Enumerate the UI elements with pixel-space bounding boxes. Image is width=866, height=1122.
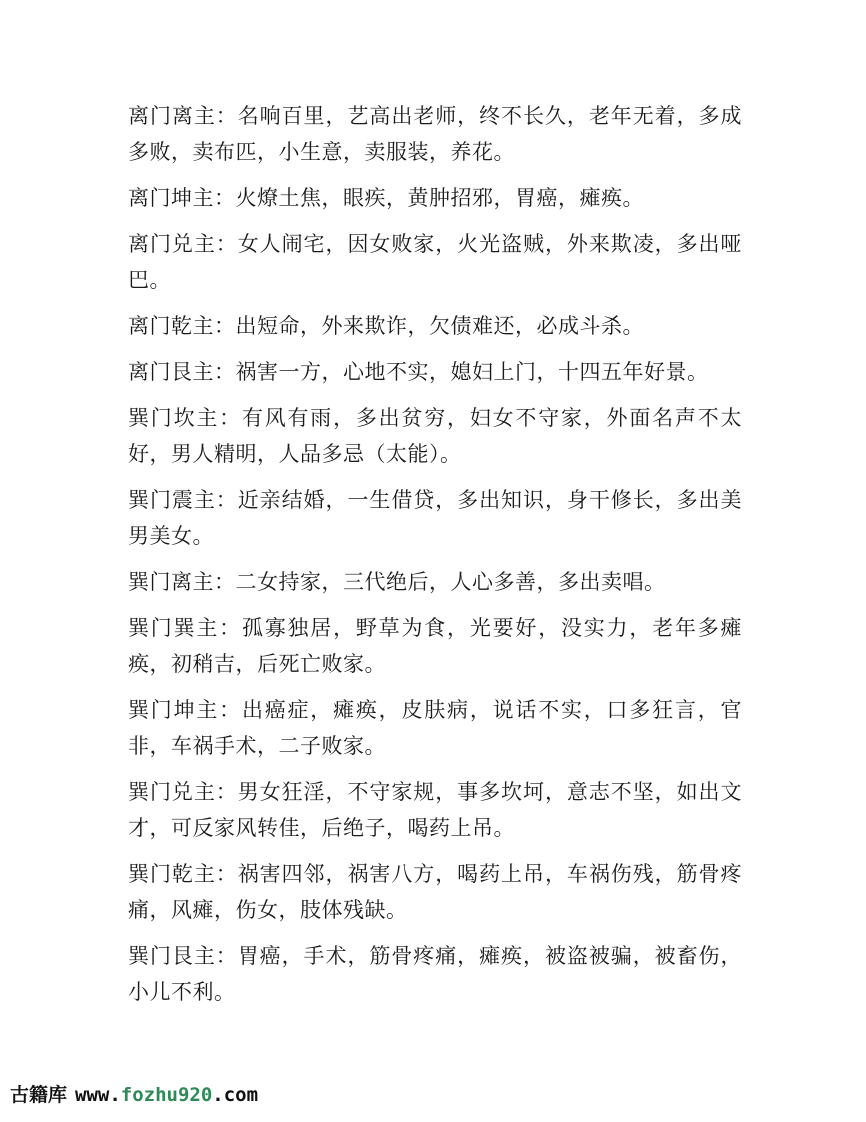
text-paragraph: 离门坤主：火燎土焦，眼疾，黄肿招邪，胃癌，瘫痪。	[128, 186, 644, 210]
text-paragraph: 巽门震主：近亲结婚，一生借贷，多出知识，身干修长，多出美男美女。	[128, 488, 742, 548]
watermark-url-brand: fozhu920	[120, 1084, 213, 1106]
text-paragraph: 巽门离主：二女持家，三代绝后，人心多善，多出卖唱。	[128, 570, 666, 594]
site-watermark	[10, 1084, 258, 1106]
text-paragraph: 巽门坎主：有风有雨，多出贫穷，妇女不守家，外面名声不太好，男人精明，人品多忌（太能）。	[128, 406, 742, 466]
watermark-url-prefix: www.	[75, 1084, 121, 1106]
text-paragraph: 巽门艮主：胃癌，手术，筋骨疼痛，瘫痪，被盗被骗，被畜伤，小儿不利。	[128, 944, 742, 1004]
text-paragraph: 巽门兑主：男女狂淫，不守家规，事多坎坷，意志不坚，如出文才，可反家风转佳，后绝子，喝药上吊。	[128, 780, 742, 840]
text-paragraph: 离门兑主：女人闹宅，因女败家，火光盗贼，外来欺凌，多出哑巴。	[128, 232, 742, 292]
watermark-site-name: 古籍库	[10, 1084, 68, 1106]
text-paragraph: 离门乾主：出短命，外来欺诈，欠债难还，必成斗杀。	[128, 314, 644, 338]
text-paragraph: 离门离主：名响百里，艺高出老师，终不长久，老年无着，多成多败，卖布匹，小生意，卖服装，养花。	[128, 104, 742, 164]
watermark-url-suffix: .com	[212, 1084, 259, 1106]
text-paragraph: 巽门乾主：祸害四邻，祸害八方，喝药上吊，车祸伤残，筋骨疼痛，风瘫，伤女，肢体残缺。	[128, 862, 742, 922]
text-paragraph: 离门艮主：祸害一方，心地不实，媳妇上门，十四五年好景。	[128, 360, 709, 384]
text-paragraph: 巽门坤主：出癌症，瘫痪，皮肤病，说话不实，口多狂言，官非，车祸手术，二子败家。	[128, 698, 742, 758]
text-paragraph: 巽门巽主：孤寡独居，野草为食，光要好，没实力，老年多瘫痪，初稍吉，后死亡败家。	[128, 616, 742, 676]
document-body	[128, 98, 742, 1020]
